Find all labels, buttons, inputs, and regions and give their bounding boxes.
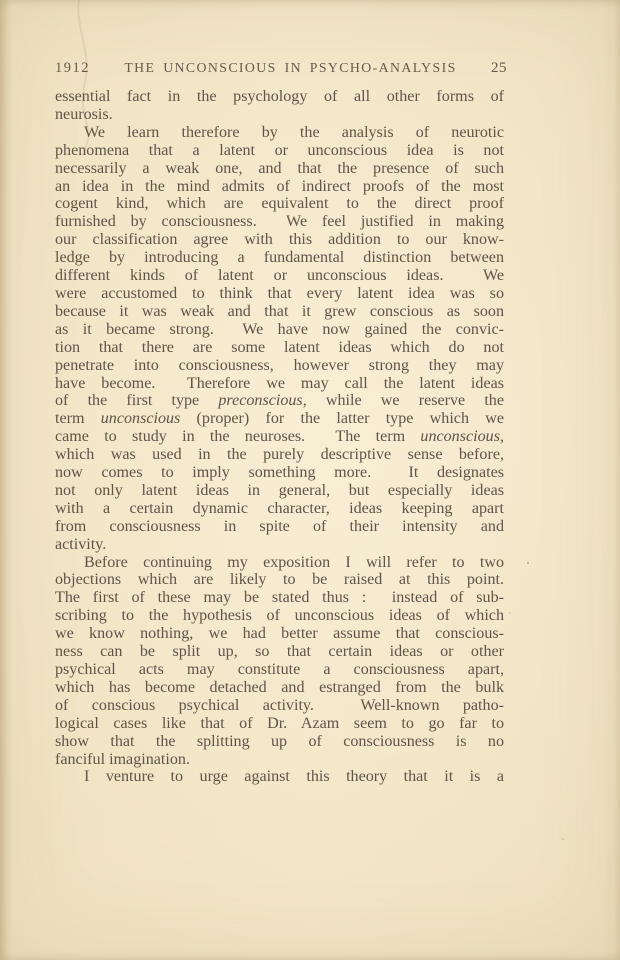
text-line: scribing to the hypothesis of unconscious ideas of which <box>55 607 504 625</box>
text-line: we know nothing, we had better assume that conscious- <box>55 625 504 643</box>
text-line: from consciousness in spite of their intensity and <box>55 517 504 535</box>
header-page-number: 25 <box>491 60 507 76</box>
text-line: Before continuing my exposition I will refer to two <box>84 553 504 571</box>
paper-speck <box>509 612 511 614</box>
text-line: as it became strong. We have now gained the convic- <box>55 320 504 338</box>
paragraph <box>55 88 504 124</box>
text-line: different kinds of latent or unconscious ideas. We <box>55 267 504 285</box>
text-line: The first of these may be stated thus : instead of sub- <box>55 589 504 607</box>
text-line: objections which are likely to be raised at this point. <box>55 571 504 589</box>
text-block <box>55 88 504 786</box>
text-line: logical cases like that of Dr. Azam seem to go far to <box>55 714 504 732</box>
text-line: We learn therefore by the analysis of neurotic <box>84 123 504 141</box>
paragraph <box>55 124 504 554</box>
text-line: our classification agree with this addition to our know- <box>55 231 504 249</box>
text-line: furnished by consciousness. We feel justified in making <box>55 213 504 231</box>
text-line: because it was weak and that it grew conscious as soon <box>55 302 504 320</box>
paragraph <box>55 554 504 769</box>
text-line: term unconscious (proper) for the latter type which we <box>55 410 504 428</box>
text-line: not only latent ideas in general, but especially ideas <box>55 481 504 499</box>
text-line: show that the splitting up of consciousness is no <box>55 732 504 750</box>
text-line: which has become detached and estranged from the bulk <box>55 678 504 696</box>
text-line: psychical acts may constitute a consciousness apart, <box>55 661 504 678</box>
text-line: of the first type preconscious, while we reserve the <box>55 392 504 410</box>
paragraph <box>55 768 504 786</box>
text-line: cogent kind, which are equivalent to the direct proof <box>55 195 504 213</box>
text-line: activity. <box>55 535 107 553</box>
text-line: came to study in the neuroses. The term unconscious, <box>55 428 504 446</box>
text-line: have become. Therefore we may call the latent ideas <box>55 374 504 392</box>
text-line: were accustomed to think that every latent idea was so <box>55 284 504 302</box>
text-line: neurosis. <box>55 105 113 123</box>
text-line: an idea in the mind admits of indirect proofs of the most <box>55 177 504 195</box>
text-line: necessarily a weak one, and that the presence of such <box>55 159 504 177</box>
text-line: which was used in the purely descriptive sense before, <box>55 446 504 464</box>
text-line: phenomena that a latent or unconscious idea is not <box>55 141 504 159</box>
text-line: now comes to imply something more. It designates <box>55 464 504 482</box>
paper-speck <box>562 838 564 840</box>
text-line: with a certain dynamic character, ideas keeping apart <box>55 499 504 517</box>
text-line: of conscious psychical activity. Well-known patho- <box>55 696 504 714</box>
text-line: penetrate into consciousness, however strong they may <box>55 356 504 374</box>
running-header <box>55 60 507 77</box>
text-line: essential fact in the psychology of all other forms of <box>55 88 504 105</box>
text-line: fanciful imagination. <box>55 750 190 768</box>
paper-speck <box>527 562 529 564</box>
text-line: tion that there are some latent ideas which do not <box>55 338 504 356</box>
text-line: ness can be split up, so that certain ideas or other <box>55 643 504 661</box>
text-line: I venture to urge against this theory that it is a <box>84 768 504 786</box>
header-title: THE UNCONSCIOUS IN PSYCHO-ANALYSIS <box>124 60 457 75</box>
header-year: 1912 <box>55 60 90 76</box>
text-line: ledge by introducing a fundamental distinction between <box>55 249 504 267</box>
